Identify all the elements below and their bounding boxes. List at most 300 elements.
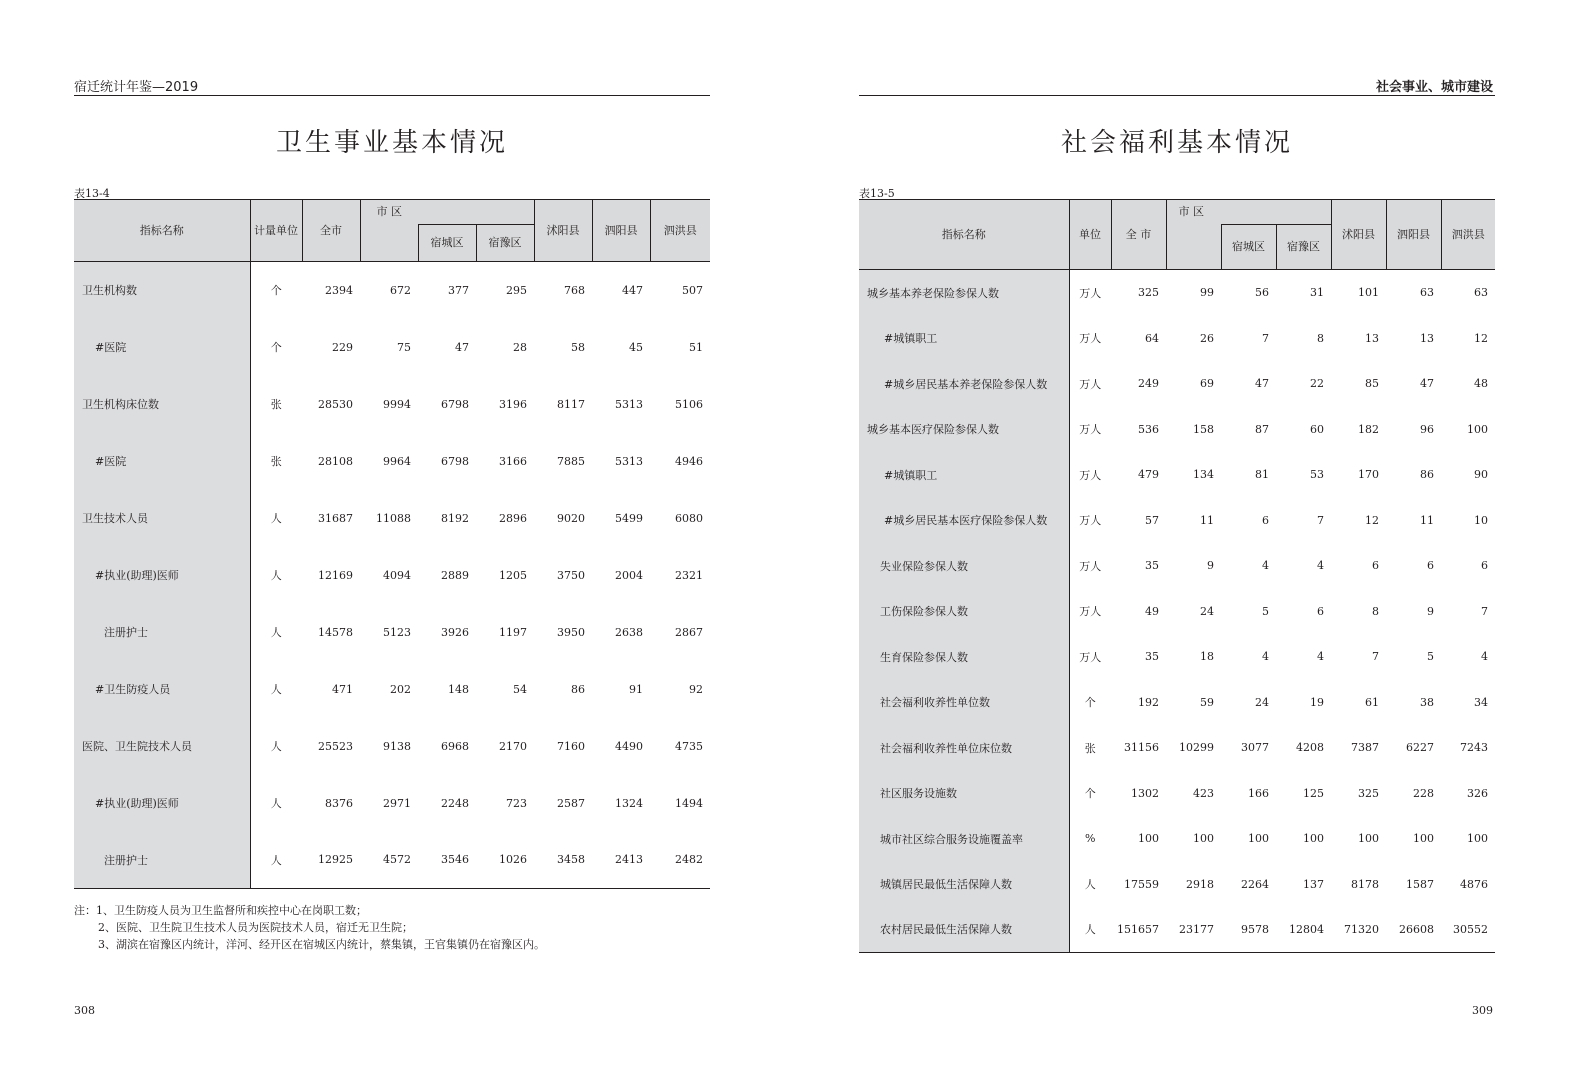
value-cell: 6080 [675,511,703,525]
indicator-name: #城镇职工 [859,316,1069,361]
value-cell: 326 [1467,786,1488,800]
value-cell: 14578 [318,625,353,639]
value-cell: 8192 [441,511,469,525]
header-unit: 计量单位 [250,200,302,262]
indicator-name: 卫生机构床位数 [74,376,250,433]
value-cell: 7885 [557,454,585,468]
value-cell: 56 [1255,286,1269,300]
value-cell: 9994 [383,397,411,411]
unit-cell: 万人 [1079,559,1102,573]
value-cell: 2638 [615,625,643,639]
value-cell: 4 [1317,559,1324,572]
unit-cell: 个 [1084,787,1096,800]
table-row [859,407,1495,452]
header-indicator: 指标名称 [74,200,250,262]
value-cell: 8376 [325,796,353,810]
value-cell: 192 [1138,695,1159,709]
header-indicator: 指标名称 [859,200,1069,270]
value-cell: 9 [1207,559,1214,572]
value-cell: 2170 [499,739,527,753]
value-cell: 4094 [383,568,411,582]
value-cell: 58 [571,340,585,354]
value-cell: 64 [1145,331,1159,345]
value-cell: 325 [1138,286,1159,300]
value-cell: 377 [448,283,469,297]
value-cell: 6968 [441,739,469,753]
value-cell: 723 [506,796,527,810]
unit-cell: 张 [1084,741,1096,755]
value-cell: 5 [1262,604,1269,618]
value-cell: 182 [1358,422,1379,436]
value-cell: 30552 [1441,907,1495,953]
value-cell: 6227 [1406,741,1434,754]
table-row [859,589,1495,634]
table-row [859,725,1495,771]
value-cell: 447 [622,283,643,297]
value-cell: 2896 [499,511,527,525]
value-cell: 35 [1145,559,1159,572]
value-cell: 85 [1365,377,1379,390]
value-cell: 479 [1138,468,1159,481]
value-cell: 5313 [615,454,643,468]
value-cell: 38 [1420,695,1434,709]
value-cell: 4946 [675,454,703,468]
header-urban-span [418,200,476,225]
welfare-table-body [859,270,1495,953]
value-cell: 5313 [615,397,643,411]
indicator-name: #医院 [74,433,250,490]
value-cell: 768 [564,283,585,297]
value-cell: 31156 [1124,741,1159,754]
value-cell: 48 [1474,377,1488,390]
value-cell: 25523 [318,739,353,753]
value-cell: 18 [1200,650,1214,663]
value-cell: 75 [397,340,411,354]
unit-cell: % [1085,832,1096,845]
value-cell: 28530 [318,397,353,411]
value-cell: 3546 [418,832,476,889]
value-cell: 28108 [318,454,353,468]
value-cell: 2889 [441,568,469,582]
value-cell: 90 [1474,468,1488,481]
value-cell: 4208 [1296,741,1324,754]
value-cell: 99 [1200,286,1214,300]
value-cell: 61 [1365,695,1379,709]
value-cell: 148 [448,682,469,696]
table-row [74,262,710,319]
value-cell: 1205 [499,568,527,582]
value-cell: 12169 [318,568,353,582]
indicator-name: 卫生机构数 [74,262,250,319]
unit-cell: 万人 [1079,650,1102,664]
value-cell: 31 [1310,286,1324,300]
header-rule-right [859,95,1495,96]
header-suyu: 宿豫区 [1276,225,1331,270]
header-urban-span [1276,200,1331,225]
unit-cell: 人 [270,626,282,639]
value-cell: 8117 [557,397,585,411]
value-cell: 71320 [1331,907,1386,953]
header-suchen: 宿城区 [418,225,476,262]
header-urban-spacer [1166,225,1221,270]
unit-cell: 人 [270,797,282,810]
table-row [859,361,1495,407]
unit-cell: 万人 [1079,514,1102,527]
indicator-name: 城市社区综合服务设施覆盖率 [859,816,1069,862]
indicator-name: #执业(助理)医师 [74,547,250,604]
value-cell: 4735 [675,739,703,753]
unit-cell: 个 [1084,696,1096,709]
value-cell: 202 [390,682,411,696]
value-cell: 1587 [1406,877,1434,891]
value-cell: 134 [1193,468,1214,481]
header-siyang: 泗阳县 [1386,200,1441,270]
value-cell: 228 [1413,786,1434,800]
value-cell: 5106 [675,397,703,411]
value-cell: 11 [1200,513,1214,527]
left-page [0,0,793,1077]
value-cell: 69 [1200,377,1214,390]
table-code-right: 表13-5 [859,187,895,200]
value-cell: 4490 [615,739,643,753]
value-cell: 170 [1358,468,1379,481]
value-cell: 47 [1420,377,1434,390]
value-cell: 471 [332,682,353,696]
table-row [74,433,710,490]
value-cell: 100 [1193,832,1214,845]
value-cell: 9964 [383,454,411,468]
indicator-name: 工伤保险参保人数 [859,589,1069,634]
header-siyang: 泗阳县 [592,200,650,262]
indicator-name: 失业保险参保人数 [859,543,1069,589]
unit-cell: 张 [270,398,282,411]
value-cell: 229 [332,340,353,354]
value-cell: 81 [1255,468,1269,481]
unit-cell: 人 [250,832,302,889]
unit-cell: 万人 [1079,286,1102,300]
header-sihong: 泗洪县 [650,200,710,262]
value-cell: 31687 [318,511,353,525]
value-cell: 1494 [675,796,703,810]
note-line: 3、湖滨在宿豫区内统计，洋河、经开区在宿城区内统计，蔡集镇，王官集镇仍在宿豫区内。 [98,938,545,951]
indicator-name: 社会福利收养性单位数 [859,680,1069,725]
indicator-name: #城乡居民基本医疗保险参保人数 [859,498,1069,543]
value-cell: 507 [682,283,703,297]
value-cell: 4 [1481,650,1488,663]
value-cell: 2248 [441,796,469,810]
value-cell: 63 [1474,286,1488,300]
value-cell: 672 [390,283,411,297]
table-row [859,680,1495,725]
indicator-name: 生育保险参保人数 [859,634,1069,680]
note-line: 注：1、卫生防疫人员为卫生监督所和疾控中心在岗职工数； [74,904,367,917]
table-row [859,543,1495,589]
unit-cell: 个 [270,341,282,354]
table-row [859,816,1495,862]
unit-cell: 个 [270,284,282,298]
value-cell: 6 [1262,513,1269,527]
value-cell: 6 [1317,604,1324,618]
value-cell: 100 [1358,832,1379,845]
value-cell: 11088 [376,511,411,525]
value-cell: 12925 [302,832,360,889]
unit-cell: 人 [1069,907,1111,953]
unit-cell: 人 [1084,878,1096,891]
indicator-name: 社区服务设施数 [859,771,1069,816]
indicator-name: 城镇居民最低生活保障人数 [859,862,1069,907]
header-urban-span [1221,200,1276,225]
value-cell: 3166 [499,454,527,468]
value-cell: 28 [513,340,527,354]
value-cell: 26608 [1386,907,1441,953]
indicator-name: #城乡居民基本养老保险参保人数 [859,361,1069,407]
value-cell: 10299 [1179,741,1214,754]
value-cell: 3077 [1241,741,1269,754]
value-cell: 151657 [1111,907,1166,953]
value-cell: 54 [513,682,527,696]
value-cell: 2867 [675,625,703,639]
header-rule-left [74,95,710,96]
header-urban-span [476,200,534,225]
unit-cell: 万人 [1079,423,1102,436]
value-cell: 91 [629,682,643,696]
value-cell: 13 [1420,331,1434,345]
value-cell: 12804 [1276,907,1331,953]
value-cell: 137 [1303,877,1324,891]
header-unit: 单位 [1069,200,1111,270]
value-cell: 51 [689,340,703,354]
value-cell: 5 [1427,650,1434,663]
table-row [859,452,1495,498]
indicator-name: #卫生防疫人员 [74,661,250,718]
page-number-left: 308 [74,1004,95,1017]
indicator-name: 城乡基本养老保险参保人数 [859,270,1069,316]
value-cell: 100 [1303,832,1324,845]
unit-cell: 万人 [1079,332,1102,345]
indicator-name: 医院、卫生院技术人员 [74,718,250,775]
value-cell: 96 [1420,422,1434,436]
value-cell: 2413 [592,832,650,889]
page-title-left: 卫生事业基本情况 [275,128,508,158]
value-cell: 22 [1310,377,1324,390]
value-cell: 8 [1372,604,1379,618]
running-head-right: 社会事业、城市建设 [1375,80,1493,95]
header-urban: 市 区 [360,200,418,225]
value-cell: 100 [1248,832,1269,845]
value-cell: 7 [1317,513,1324,527]
value-cell: 7 [1481,604,1488,618]
right-page [794,0,1587,1077]
value-cell: 9 [1427,604,1434,618]
header-total: 全 市 [1111,200,1166,270]
value-cell: 63 [1420,286,1434,300]
value-cell: 59 [1200,695,1214,709]
value-cell: 1324 [615,796,643,810]
table-row [74,718,710,775]
value-cell: 249 [1138,377,1159,390]
value-cell: 2918 [1186,877,1214,891]
value-cell: 49 [1145,604,1159,618]
table-code-left: 表13-4 [74,187,110,200]
value-cell: 17559 [1124,877,1159,891]
value-cell: 9138 [383,739,411,753]
unit-cell: 张 [270,455,282,468]
value-cell: 1302 [1131,786,1159,800]
value-cell: 23177 [1166,907,1221,953]
unit-cell: 万人 [1079,605,1102,618]
value-cell: 26 [1200,331,1214,345]
header-total: 全市 [302,200,360,262]
value-cell: 24 [1200,604,1214,618]
value-cell: 166 [1248,786,1269,800]
health-table [74,199,710,889]
value-cell: 6 [1427,559,1434,572]
table-row [74,547,710,604]
value-cell: 536 [1138,422,1159,436]
value-cell: 4572 [360,832,418,889]
value-cell: 2321 [675,568,703,582]
value-cell: 9020 [557,511,585,525]
value-cell: 86 [571,682,585,696]
unit-cell: 人 [270,683,282,696]
unit-cell: 人 [270,569,282,582]
value-cell: 2004 [615,568,643,582]
table-row [74,490,710,547]
table-row [859,862,1495,907]
header-urban: 市 区 [1166,200,1221,225]
value-cell: 4 [1262,559,1269,572]
value-cell: 5499 [615,511,643,525]
value-cell: 53 [1310,468,1324,481]
running-head-left: 宿迁统计年鉴—2019 [74,80,199,95]
value-cell: 12 [1474,331,1488,345]
header-shuyang: 沭阳县 [534,200,592,262]
value-cell: 60 [1310,422,1324,436]
value-cell: 47 [1255,377,1269,390]
indicator-name: #城镇职工 [859,452,1069,498]
value-cell: 19 [1310,695,1324,709]
table-row [859,771,1495,816]
value-cell: 100 [1413,832,1434,845]
value-cell: 7160 [557,739,585,753]
value-cell: 3750 [557,568,585,582]
table-row [859,498,1495,543]
value-cell: 3458 [534,832,592,889]
value-cell: 8 [1317,331,1324,345]
page-number-right: 309 [1472,1004,1493,1017]
value-cell: 4 [1262,650,1269,663]
value-cell: 7 [1262,331,1269,345]
header-suchen: 宿城区 [1221,225,1276,270]
indicator-name: #执业(助理)医师 [74,775,250,832]
value-cell: 3950 [557,625,585,639]
value-cell: 87 [1255,422,1269,436]
value-cell: 423 [1193,786,1214,800]
value-cell: 86 [1420,468,1434,481]
value-cell: 10 [1474,513,1488,527]
note-line: 2、医院、卫生院卫生技术人员为医院技术人员，宿迁无卫生院； [98,921,413,934]
indicator-name: 卫生技术人员 [74,490,250,547]
table-row [74,376,710,433]
value-cell: 6798 [441,454,469,468]
value-cell: 9578 [1221,907,1276,953]
welfare-table [859,199,1495,953]
table-row [74,775,710,832]
value-cell: 12 [1365,513,1379,527]
value-cell: 295 [506,283,527,297]
value-cell: 2394 [325,283,353,297]
value-cell: 101 [1358,286,1379,300]
value-cell: 5123 [383,625,411,639]
indicator-name: 社会福利收养性单位床位数 [859,725,1069,771]
value-cell: 325 [1358,786,1379,800]
value-cell: 7 [1372,650,1379,663]
value-cell: 45 [629,340,643,354]
value-cell: 6 [1372,559,1379,572]
table-row [74,661,710,718]
value-cell: 6 [1481,559,1488,572]
indicator-name: 农村居民最低生活保障人数 [859,907,1069,953]
value-cell: 2971 [383,796,411,810]
value-cell: 11 [1420,513,1434,527]
value-cell: 3926 [441,625,469,639]
header-sihong: 泗洪县 [1441,200,1495,270]
indicator-name: 注册护士 [74,832,250,889]
table-row [74,604,710,661]
value-cell: 92 [689,682,703,696]
value-cell: 2482 [650,832,710,889]
unit-cell: 人 [270,740,282,753]
indicator-name: 城乡基本医疗保险参保人数 [859,407,1069,452]
value-cell: 47 [455,340,469,354]
header-urban-spacer [360,225,418,262]
value-cell: 100 [1138,832,1159,845]
value-cell: 100 [1467,832,1488,845]
header-shuyang: 沭阳县 [1331,200,1386,270]
value-cell: 34 [1474,695,1488,709]
indicator-name: 注册护士 [74,604,250,661]
unit-cell: 人 [270,512,282,525]
page-title-right: 社会福利基本情况 [1060,128,1293,158]
table-row [859,270,1495,316]
table-row [859,907,1495,953]
value-cell: 7387 [1351,741,1379,754]
table-row [74,319,710,376]
value-cell: 125 [1303,786,1324,800]
value-cell: 2587 [557,796,585,810]
table-row [74,832,710,889]
indicator-name: #医院 [74,319,250,376]
health-table-body [74,262,710,889]
unit-cell: 万人 [1079,468,1102,482]
value-cell: 100 [1467,422,1488,436]
value-cell: 57 [1145,513,1159,527]
value-cell: 7243 [1460,741,1488,754]
value-cell: 13 [1365,331,1379,345]
header-suyu: 宿豫区 [476,225,534,262]
value-cell: 24 [1255,695,1269,709]
value-cell: 35 [1145,650,1159,663]
value-cell: 4 [1317,650,1324,663]
value-cell: 2264 [1241,877,1269,891]
table-notes [74,902,545,953]
unit-cell: 万人 [1079,377,1102,391]
value-cell: 1026 [476,832,534,889]
table-row [859,634,1495,680]
value-cell: 8178 [1351,877,1379,891]
value-cell: 158 [1193,422,1214,436]
value-cell: 3196 [499,397,527,411]
